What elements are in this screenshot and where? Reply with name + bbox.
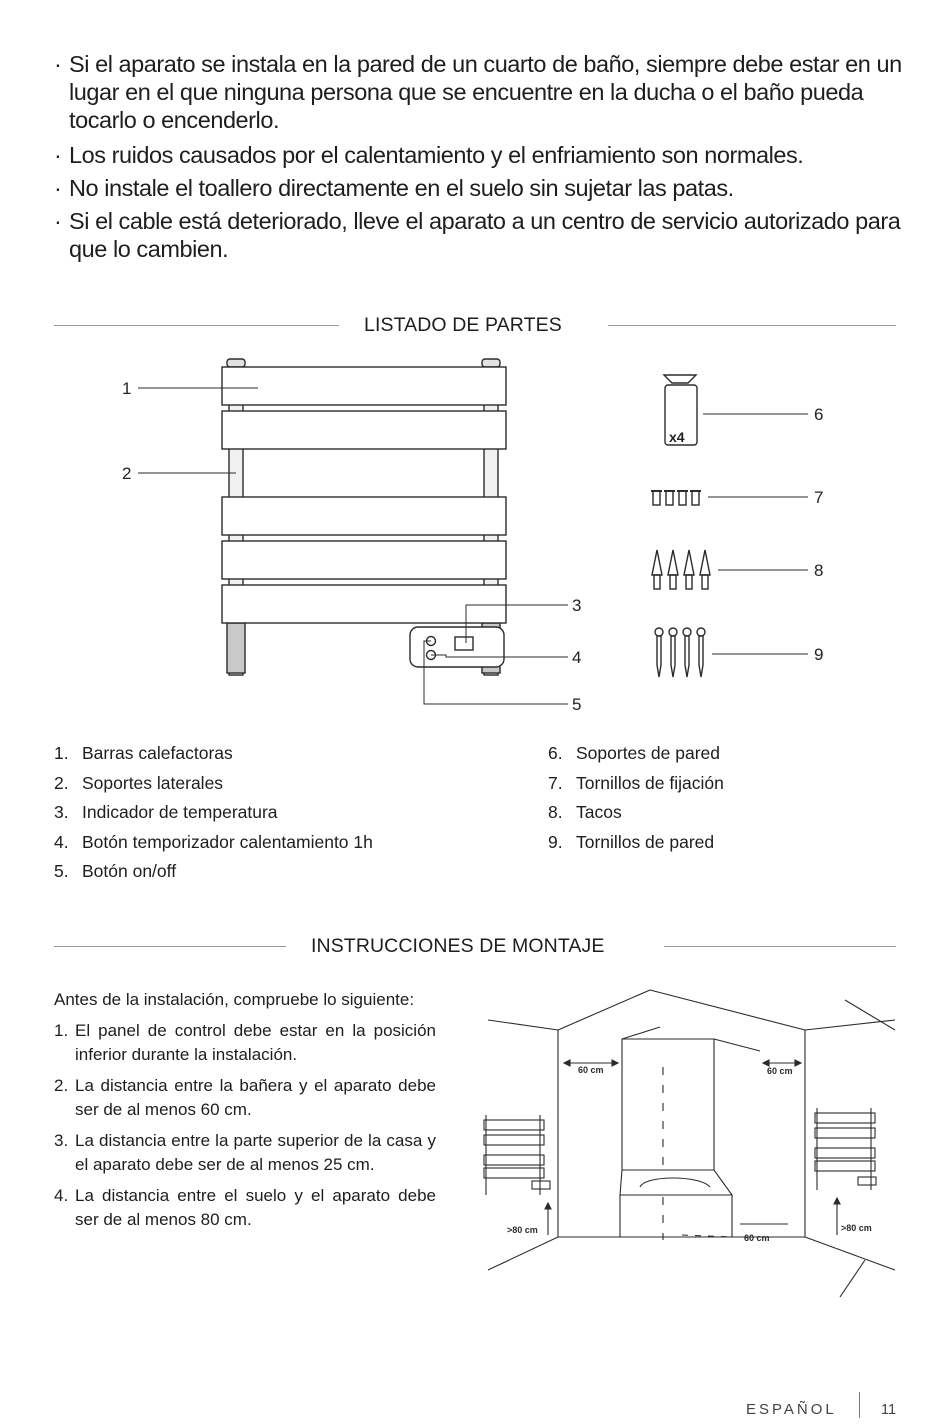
- footer-language: ESPAÑOL: [746, 1401, 837, 1418]
- list-item: [548, 739, 724, 769]
- fixing-screws: [651, 491, 701, 505]
- dim-label: >80 cm: [507, 1225, 538, 1235]
- warning-text: Si el aparato se instala en la pared de un cuarto de baño, siempre debe estar en un lugar en el que ninguna persona que se encuentre en la ducha o el baño pueda tocarlo o encenderlo.: [69, 51, 902, 133]
- list-item: [54, 1129, 436, 1178]
- item-label: Barras calefactoras: [82, 743, 233, 763]
- item-label: Tornillos de pared: [576, 831, 715, 852]
- list-item: [548, 798, 724, 828]
- item-label: Tornillos de fijación: [576, 772, 724, 793]
- warning-text: Los ruidos causados por el calentamiento y el enfriamiento son normales.: [69, 142, 804, 168]
- callout-3: 3: [572, 596, 582, 615]
- bullet: ·: [54, 175, 62, 201]
- callout-9: 9: [814, 645, 824, 664]
- list-item: [54, 1074, 436, 1123]
- item-number: 4.: [54, 831, 69, 852]
- callout-1: 1: [122, 379, 132, 398]
- warning-item: [54, 50, 904, 134]
- item-number: 3.: [54, 802, 69, 822]
- bullet: ·: [54, 51, 62, 77]
- bathroom-diagram: [470, 985, 910, 1310]
- dim-label: 60 cm: [767, 1066, 793, 1076]
- dim-label: 60 cm: [578, 1065, 604, 1075]
- assembly-heading: INSTRUCCIONES DE MONTAJE: [311, 935, 605, 957]
- warning-item: [54, 207, 904, 263]
- parts-list-right: [548, 739, 724, 857]
- page-number: 11: [881, 1402, 897, 1418]
- list-item: [54, 1184, 436, 1233]
- step-text: El panel de control debe estar en la posición inferior durante la instalación.: [75, 1020, 436, 1064]
- heating-bar: [222, 411, 506, 449]
- item-label: Botón temporizador calentamiento 1h: [82, 831, 373, 852]
- item-number: 6.: [548, 743, 563, 763]
- callout-7: 7: [814, 488, 824, 507]
- warning-item: [54, 141, 904, 169]
- callout-2: 2: [122, 464, 132, 483]
- warning-text: Si el cable está deteriorado, lleve el aparato a un centro de servicio autorizado para que lo cambien.: [69, 208, 901, 262]
- divider: [664, 946, 896, 947]
- heating-bar: [222, 367, 506, 405]
- callout-4: 4: [572, 648, 582, 667]
- bullet: ·: [54, 208, 62, 234]
- list-item: [54, 828, 373, 858]
- warning-text: No instale el toallero directamente en el suelo sin sujetar las patas.: [69, 175, 734, 201]
- item-number: 2.: [54, 772, 69, 793]
- heating-bar: [222, 585, 506, 623]
- divider: [54, 946, 286, 947]
- item-label: Indicador de temperatura: [82, 802, 278, 822]
- callout-8: 8: [814, 561, 824, 580]
- step-text: La distancia entre la bañera y el aparato debe ser de al menos 60 cm.: [75, 1075, 436, 1119]
- step-number: 2.: [54, 1075, 69, 1095]
- warning-item: [54, 174, 904, 202]
- item-number: 7.: [548, 772, 563, 793]
- item-number: 9.: [548, 831, 563, 852]
- list-item: [54, 769, 373, 799]
- step-number: 3.: [54, 1130, 69, 1150]
- item-number: 5.: [54, 861, 69, 881]
- towel-rail-right: [815, 1108, 876, 1190]
- callout-6: 6: [814, 405, 824, 424]
- bullet: ·: [54, 142, 62, 168]
- quantity-label: x4: [669, 429, 685, 445]
- parts-illustration: [0, 345, 950, 725]
- list-item: [54, 739, 373, 769]
- parts-list-left: [54, 739, 373, 887]
- step-number: 1.: [54, 1020, 69, 1040]
- dim-label: 60 cm: [744, 1233, 770, 1243]
- towel-rail-left: [484, 1115, 550, 1195]
- dim-label: >80 cm: [841, 1223, 872, 1233]
- step-text: La distancia entre la parte superior de la casa y el aparato debe ser de al menos 25 cm.: [75, 1130, 436, 1174]
- step-text: La distancia entre el suelo y el aparato debe ser de al menos 80 cm.: [75, 1185, 436, 1229]
- list-item: [54, 798, 373, 828]
- item-label: Botón on/off: [82, 861, 177, 881]
- item-label: Soportes laterales: [82, 772, 224, 793]
- divider: [608, 325, 896, 326]
- parts-heading: LISTADO DE PARTES: [364, 314, 562, 336]
- footer-divider: [859, 1392, 860, 1418]
- instructions-intro: Antes de la instalación, compruebe lo siguiente:: [54, 990, 415, 1009]
- assembly-instructions: [54, 988, 436, 1239]
- wall-screws: [655, 628, 705, 677]
- list-item: [54, 857, 373, 887]
- heating-bar: [222, 497, 506, 535]
- divider: [54, 325, 339, 326]
- list-item: [54, 1019, 436, 1068]
- list-item: [548, 828, 724, 858]
- item-label: Tacos: [576, 802, 622, 822]
- item-number: 1.: [54, 743, 69, 763]
- list-item: [548, 769, 724, 799]
- item-label: Soportes de pared: [576, 743, 720, 763]
- step-number: 4.: [54, 1185, 69, 1205]
- wall-plugs: [652, 550, 710, 589]
- item-number: 8.: [548, 802, 563, 822]
- callout-5: 5: [572, 695, 582, 714]
- heating-bar: [222, 541, 506, 579]
